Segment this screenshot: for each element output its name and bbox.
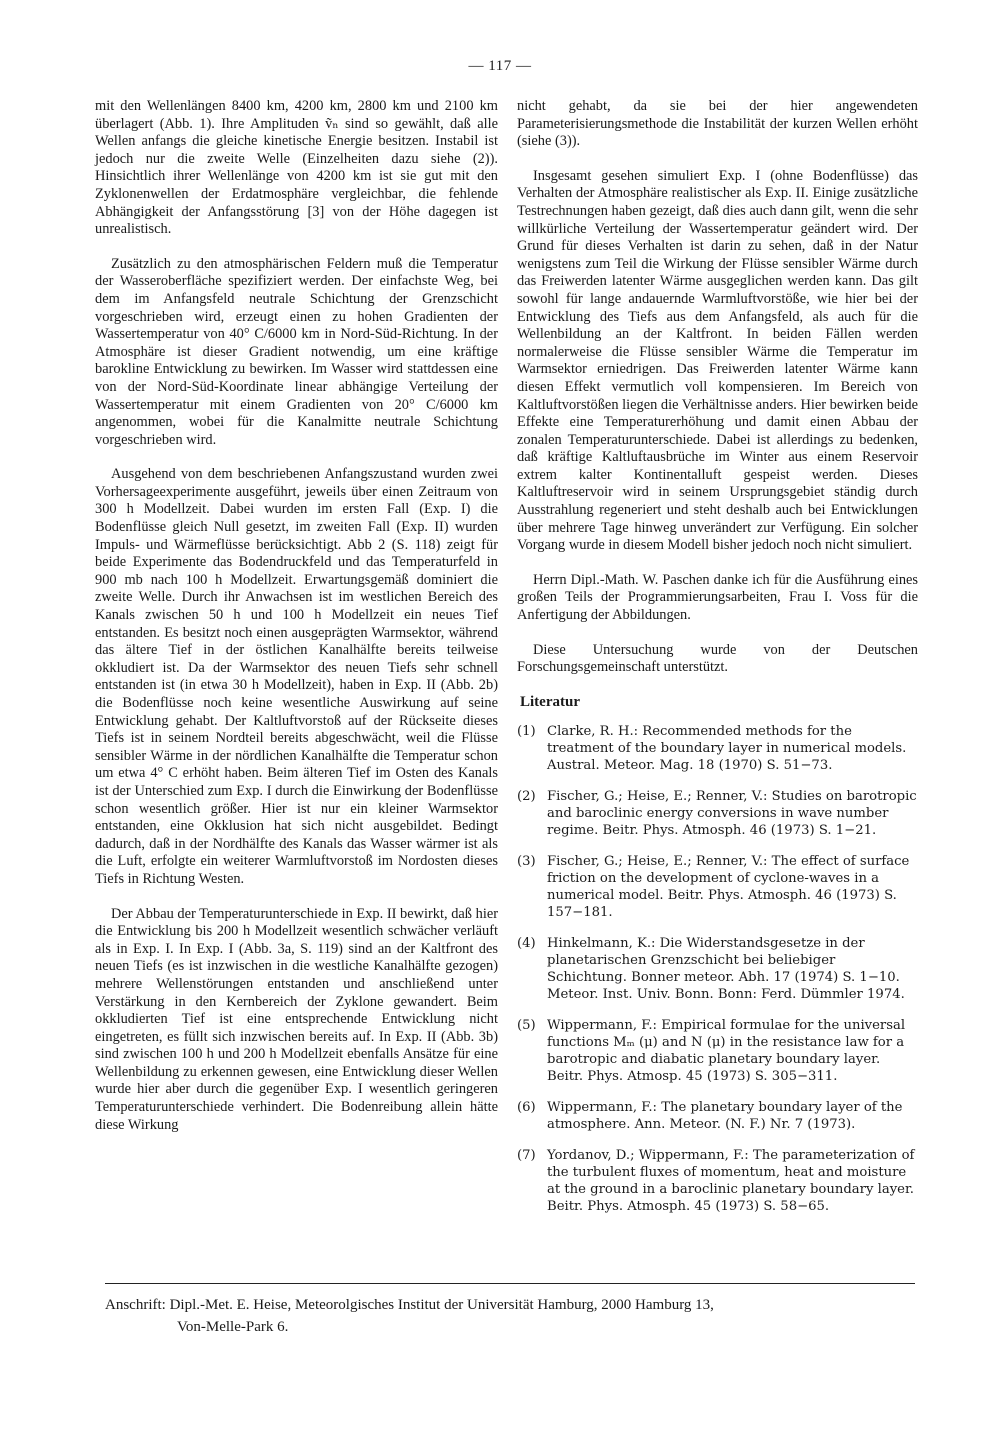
reference-item [517, 853, 918, 921]
reference-text: Yordanov, D.; Wippermann, F.: The parameterization of the turbulent fluxes of momentum, heat and moisture at the ground in a baroclinic planetary boundary layer. Beitr. Phys. Atmosph. 45 (1973) S. 58−65. [547, 1148, 915, 1215]
reference-text: Fischer, G.; Heise, E.; Renner, V.: The effect of surface friction on the development of cyclone-waves in a numerical model. Beitr. Phys. Atmosph. 46 (1973) S. 157−181. [547, 854, 910, 921]
address-line-2: Von-Melle-Park 6. [177, 1319, 289, 1335]
left-column [95, 98, 498, 1151]
reference-number: (6) [517, 1100, 536, 1116]
reference-text: Fischer, G.; Heise, E.; Renner, V.: Studies on barotropic and baroclinic energy conversions in wave number regime. Beitr. Phys. Atmosph. 46 (1973) S. 1−21. [547, 789, 917, 839]
page-number: — 117 — [468, 58, 532, 74]
right-column [517, 98, 918, 1229]
reference-text: Hinkelmann, K.: Die Widerstandsgesetze in der planetarischen Grenzschicht bei beliebiger Schichtung. Bonner meteor. Abh. 17 (1974) S. 1−10. Meteor. Inst. Univ. Bonn. Bonn: Ferd. Dümmler 1974. [547, 936, 905, 1003]
acknowledgement: Herrn Dipl.-Math. W. Paschen danke ich für die Ausführung eines großen Teils der Programmierungsarbeiten, Frau I. Voss für die Anfertigung der Abbildungen. [517, 571, 918, 624]
paragraph: Zusätzlich zu den atmosphärischen Feldern muß die Temperatur der Wasseroberfläche spezifiziert werden. Der einfachste Weg, bei dem im Anfangsfeld neutrale Schichtung der Grenzschicht vorgeschrieben wird, erzeugt einen zu hohen Gradienten der Wassertemperatur von 40° C/6000 km in Nord-Süd-Richtung. In der Atmosphäre ist dieser Gradient notwendig, um eine kräftige barokline Entwicklung zu bewirken. Im Wasser wird stattdessen eine von der Nord-Süd-Koordinate linear abhängige Verteilung der Wassertemperatur mit einem Gradienten von 20° C/6000 km angenommen, wobei für die Kanalmitte neutrale Schichtung vorgeschrieben wird. [95, 255, 498, 448]
address-line-1: Anschrift: Dipl.-Met. E. Heise, Meteorolgisches Institut der Universität Hamburg, 2000 Hamburg 13, [105, 1297, 714, 1313]
paragraph: nicht gehabt, da sie bei der hier angewendeten Parameterisierungsmethode die Instabilität der kurzen Wellen erhöht (siehe (3)). [517, 98, 918, 150]
paragraph: Der Abbau der Temperaturunterschiede in Exp. II bewirkt, daß hier die Entwicklung bis 200 h Modellzeit wesentlich schwächer verläuft als in Exp. I. In Exp. I (Abb. 3a, S. 119) sind an der Kaltfront des neuen Tiefs (es ist inzwischen in die westliche Kanalhälfte gezogen) mehrere Wellenstörungen entstanden und anschließend unter Verstärkung in den Kernbereich der Zyklone gewandert. Beim okkludierten Tief ist eine entsprechende Entwicklung nicht eingetreten, es füllt sich inzwischen bereits auf. In Exp. II (Abb. 3b) sind zwischen 100 h und 200 h Modellzeit ebenfalls Ansätze für eine Wellenbildung zu erkennen gewesen, eine Entwicklung dieser Wellen wurde hier aber durch die gegenüber Exp. I wesentlich geringeren Temperaturunterschiede verhindert. Die Bodenreibung allein hätte diese Wirkung [95, 905, 498, 1133]
paragraph: Insgesamt gesehen simuliert Exp. I (ohne Bodenflüsse) das Verhalten der Atmosphäre realistischer als Exp. II. Einige zusätzliche Testrechnungen haben gezeigt, daß dies auch dann gilt, wenn die sehr willkürliche Verteilung der Wassertemperatur geändert wird. Der Grund für dieses Verhalten ist darin zu sehen, daß in der Natur wenigstens zum Teil die Wirkung der Flüsse sensibler Wärme durch das Freiwerden latenter Wärme ausgeglichen werden kann. Das gilt sowohl für lange andauernde Warmluftvorstöße, wie hier bei der Entwicklung des Tiefs aus dem Anfangsfeld, als auch für die Wellenbildung an der Kaltfront. In beiden Fällen werden normalerweise die Flüsse sensibler Wärme die Temperatur im Warmsektor erniedrigen. Das Freiwerden latenter Wärme kann diesen Effekt vermutlich voll kompensieren. Im Bereich von Kaltluftvorstößen liegen die Verhältnisse anders. Hier bewirken beide Effekte eine Temperaturerhöhung und damit einen Abbau der zonalen Temperaturunterschiede. Dabei ist allerdings zu bedenken, daß kräftige Kaltluftausbrüche im Winter aus einem Reservoir extrem kalter Kontinentalluft gespeist werden. Dieses Kaltluftreservoir wird in seinem Ursprungsgebiet ständig durch Ausstrahlung regeneriert und steht deshalb auch bei Entwicklungen über mehrere Tage hinweg unverändert zur Verfügung. Ein solcher Vorgang wurde in diesem Modell bisher jedoch noch nicht simuliert. [517, 167, 918, 554]
reference-text: Clarke, R. H.: Recommended methods for the treatment of the boundary layer in numerical models. Austral. Meteor. Mag. 18 (1970) S. 51−73. [547, 724, 907, 774]
reference-number: (4) [517, 936, 536, 952]
author-address [105, 1294, 925, 1338]
reference-item [517, 1017, 918, 1085]
reference-number: (3) [517, 854, 536, 870]
literature-heading: Literatur [520, 693, 580, 710]
reference-item [517, 723, 918, 774]
reference-item [517, 1099, 918, 1133]
reference-number: (1) [517, 724, 536, 740]
reference-item [517, 935, 918, 1003]
funding-note: Diese Untersuchung wurde von der Deutschen Forschungsgemeinschaft unterstützt. [517, 641, 918, 676]
paragraph: mit den Wellenlängen 8400 km, 4200 km, 2800 km und 2100 km überlagert (Abb. 1). Ihre Amplituden ṽₙ sind so gewählt, daß alle Wellen anfangs die gleiche kinetische Energie besitzen. Instabil ist jedoch nur die zweite Welle (Einzelheiten dazu siehe (2)). Hinsichtlich ihrer Wellenlänge von 4200 km ist sie gut mit den Zyklonenwellen der Erdatmosphäre vergleichbar, die fehlende Abhängigkeit der Anfangsstörung [3] von der Höhe dagegen ist unrealistisch. [95, 98, 498, 238]
reference-number: (2) [517, 789, 536, 805]
reference-number: (7) [517, 1148, 536, 1164]
paragraph: Ausgehend von dem beschriebenen Anfangszustand wurden zwei Vorhersageexperimente ausgeführt, jeweils über einen Zeitraum von 300 h Modellzeit. Dabei wurden im ersten Fall (Exp. I) die Bodenflüsse gleich Null gesetzt, im zweiten Fall (Exp. II) wurden Impuls- und Wärmeflüsse berücksichtigt. Abb 2 (S. 118) zeigt für beide Experimente das Bodendruckfeld und das Temperaturfeld in 900 mb nach 100 h Modellzeit. Erwartungsgemäß dominiert die zweite Welle. Durch ihr Anwachsen ist im westlichen Bereich des Kanals zwischen 50 h und 100 h Modellzeit ein neues Tief entstanden. Es besitzt noch einen ausgeprägten Warmsektor, während das ältere Tief in der östlichen Kanalhälfte bereits teilweise okkludiert ist. Da der Warmsektor des neuen Tiefs sehr schnell entstanden ist (in etwa 30 h Modellzeit), haben in Exp. II (Abb. 2b) die Bodenflüsse noch keine wesentliche Auswirkung auf seine Entwicklung gehabt. Der Kaltluftvorstoß auf der Rückseite dieses Tiefs ist in seinem Nordteil bereits abgeschwächt, weil die Flüsse sensibler Wärme in der nördlichen Kanalhälfte die Temperatur schon um etwa 4° C erhöht haben. Beim älteren Tief im Osten des Kanals ist der Unterschied zum Exp. I durch die Einwirkung der Bodenflüsse schon wesentlich größer. Hier ist nur ein kleiner Warmsektor entstanden, eine Okklusion hat sich nicht ausgebildet. Bedingt dadurch, daß in der Nordhälfte des Kanals das Wasser wärmer ist als die Luft, erfolgte ein weiterer Warmluftvorstoß im Nordosten dieses Tiefs in Richtung Westen. [95, 466, 498, 887]
reference-text: Wippermann, F.: The planetary boundary layer of the atmosphere. Ann. Meteor. (N. F.) Nr. 7 (1973). [547, 1100, 903, 1133]
footer-divider [105, 1283, 915, 1284]
reference-item [517, 788, 918, 839]
reference-item [517, 1147, 918, 1215]
reference-text: Wippermann, F.: Empirical formulae for the universal functions Mₘ (μ) and N (μ) in the resistance law for a barotropic and diabatic planetary boundary layer. Beitr. Phys. Atmosp. 45 (1973) S. 305−311. [547, 1018, 906, 1085]
reference-number: (5) [517, 1018, 536, 1034]
reference-list [517, 723, 918, 1215]
